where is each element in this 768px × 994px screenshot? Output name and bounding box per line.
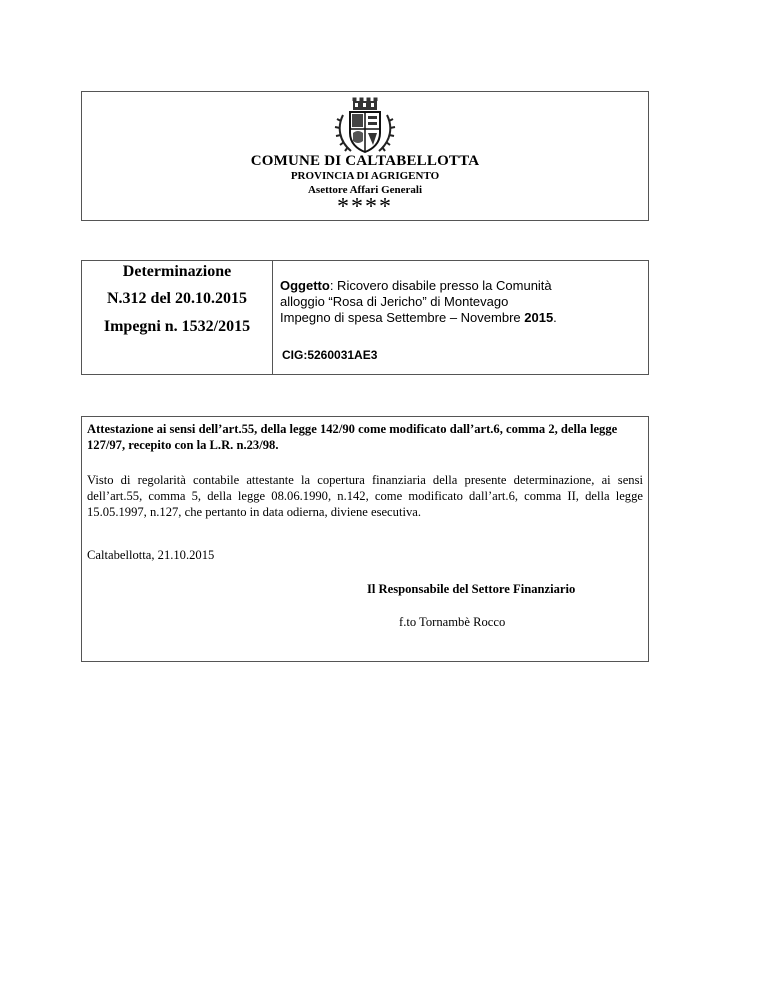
determination-number: N.312 del 20.10.2015 — [107, 290, 247, 307]
municipality-name: COMUNE DI CALTABELLOTTA — [250, 153, 480, 169]
coat-of-arms-icon — [333, 97, 397, 157]
header-box — [81, 91, 649, 221]
signatory-name: f.to Tornambè Rocco — [399, 615, 506, 629]
department-name: Asettore Affari Generali — [307, 184, 423, 196]
subject-label: Oggetto — [280, 278, 330, 293]
province-name: PROVINCIA DI AGRIGENTO — [290, 170, 440, 182]
cig-code: CIG:5260031AE3 — [282, 348, 378, 362]
separator-stars: **** — [337, 194, 393, 220]
determination-box — [81, 260, 649, 375]
subject-cell — [277, 261, 648, 374]
determination-title: Determinazione — [122, 263, 232, 280]
attestation-heading: Attestazione ai sensi dell’art.55, della legge 142/90 come modificato dall’art.6, comma 2, della legge 127/97, recepito con la L.R. n.23/98. — [87, 422, 618, 452]
determination-id-cell — [82, 261, 273, 374]
subject-line-3: Impegno di spesa Settembre – Novembre — [280, 310, 525, 325]
subject-year: 2015 — [524, 310, 554, 325]
subject-line-1: : Ricovero disabile presso la Comunità — [329, 278, 552, 293]
subject-end: . — [553, 310, 557, 325]
attestation-body: Visto di regolarità contabile attestante la copertura finanziaria della presente determinazione, ai sensi dell’art.55, comma 5, della legge 08.06.1990, n.142, come modificato dall’art.6, comma II, della legge 15.05.1997, n.127, che pertanto in data odierna, diviene esecutiva. — [87, 473, 643, 519]
place-date: Caltabellotta, 21.10.2015 — [87, 548, 215, 562]
signatory-role: Il Responsabile del Settore Finanziario — [367, 582, 576, 596]
commitment-number: Impegni n. 1532/2015 — [103, 318, 251, 335]
subject-text — [280, 278, 640, 326]
subject-line-2: alloggio “Rosa di Jericho” di Montevago — [280, 294, 509, 309]
attestation-box — [81, 416, 649, 662]
